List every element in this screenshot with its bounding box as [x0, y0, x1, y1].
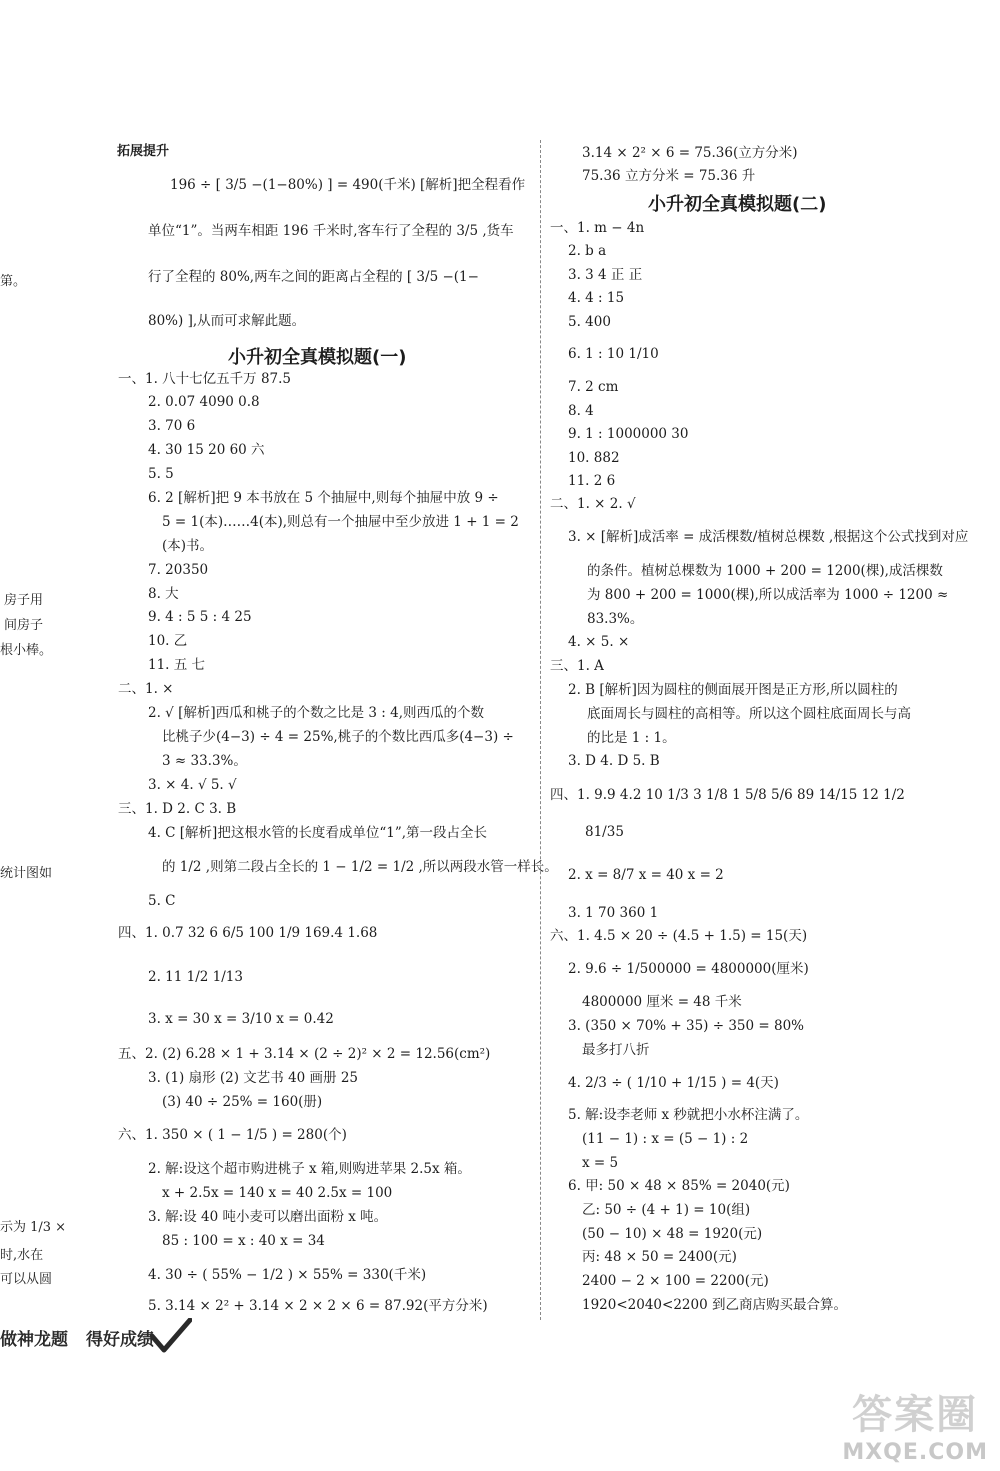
answer-line: 4800000 厘米 = 48 千米 [582, 994, 742, 1010]
answer-line: 六、1. 4.5 × 20 ÷ (4.5 + 1.5) = 15(天) [550, 928, 808, 944]
edge-fragment-4: 根小棒。 [0, 643, 53, 658]
edge-fragment-6: 示为 1/3 × [0, 1220, 67, 1235]
answer-line: 四、1. 9.9 4.2 10 1/3 3 1/8 1 5/8 5/6 89 14/15 12 1/2 [550, 787, 905, 803]
answer-line: 8. 大 [148, 586, 179, 602]
answer-line: 9. 4 : 5 5 : 4 25 [148, 609, 252, 625]
answer-line: 3. x = 30 x = 3/10 x = 0.42 [148, 1011, 334, 1027]
answer-line: 3. × [解析]成活率 = 成活棵数/植树总棵数 ,根据这个公式找到对应 [568, 529, 969, 545]
answer-line: 3. 3 4 正 正 [568, 267, 643, 283]
answer-line: 83.3%。 [587, 611, 644, 627]
edge-fragment-5: 统计图如 [0, 866, 53, 881]
page-title-mock-exam-2: 小升初全真模拟题(二) [648, 194, 827, 215]
answer-line: 7. 2 cm [568, 379, 619, 395]
tz-line-3: 行了全程的 80%,两车之间的距离占全程的 [ 3/5 −(1− [148, 269, 479, 285]
answer-line: 二、1. × [118, 681, 174, 697]
answer-line: 4. 30 15 20 60 六 [148, 442, 265, 458]
footer-slogan-right: 得好成绩 [86, 1330, 154, 1350]
answer-line: 5. 3.14 × 2² + 3.14 × 2 × 2 × 6 = 87.92(平方分米) [148, 1298, 488, 1314]
answer-line: x + 2.5x = 140 x = 40 2.5x = 100 [162, 1185, 393, 1201]
answer-line: 5. 解:设李老师 x 秒就把小水杯注满了。 [568, 1107, 809, 1123]
answer-line: (3) 40 ÷ 25% = 160(册) [162, 1094, 323, 1110]
answer-line: 的 1/2 ,则第二段占全长的 1 − 1/2 = 1/2 ,所以两段水管一样长。 [162, 859, 558, 875]
footer-slogan [0, 1325, 172, 1350]
answer-line: 4. × 5. × [568, 634, 630, 650]
answer-line: 2. 9.6 ÷ 1/500000 = 4800000(厘米) [568, 961, 809, 977]
answer-line: 六、1. 350 × ( 1 − 1/5 ) = 280(个) [118, 1127, 347, 1143]
watermark-url: MXQE.COM [842, 1440, 988, 1465]
answer-line: 2. B [解析]因为圆柱的侧面展开图是正方形,所以圆柱的 [568, 682, 898, 698]
checkmark-icon [150, 1318, 192, 1354]
page-title-mock-exam-1: 小升初全真模拟题(一) [228, 347, 407, 368]
answer-line: 6. 2 [解析]把 9 本书放在 5 个抽屉中,则每个抽屉中放 9 ÷ [148, 490, 499, 506]
answer-line: 底面周长与圆柱的高相等。所以这个圆柱底面周长与高 [587, 706, 911, 722]
answer-line: (本)书。 [162, 538, 214, 554]
answer-line: 丙: 48 × 50 = 2400(元) [582, 1249, 737, 1265]
answer-line: 三、1. A [550, 658, 604, 674]
answer-line: 3. (350 × 70% + 35) ÷ 350 = 80% [568, 1018, 805, 1034]
answer-line: 最多打八折 [582, 1042, 650, 1058]
answer-line: 五、2. (2) 6.28 × 1 + 3.14 × (2 ÷ 2)² × 2 = 12.56(cm²) [118, 1046, 491, 1062]
answer-line: 乙: 50 ÷ (4 + 1) = 10(组) [582, 1202, 751, 1218]
answer-line: 3. D 4. D 5. B [568, 753, 660, 769]
answer-line: 4. 4 : 15 [568, 290, 625, 306]
answer-line: 3.14 × 2² × 6 = 75.36(立方分米) [582, 145, 798, 161]
answer-line: x = 5 [582, 1155, 619, 1171]
answer-line: (50 − 10) × 48 = 1920(元) [582, 1226, 763, 1242]
answer-line: 2. 解:设这个超市购进桃子 x 箱,则购进苹果 2.5x 箱。 [148, 1161, 471, 1177]
answer-line: 2. b a [568, 243, 607, 259]
answer-line: 2. x = 8/7 x = 40 x = 2 [568, 867, 724, 883]
edge-fragment-8: 可以从圆 [0, 1272, 53, 1287]
answer-line: 为 800 + 200 = 1000(棵),所以成活率为 1000 ÷ 1200 ≈ [587, 587, 949, 603]
answer-line: 一、1. 八十七亿五千万 87.5 [118, 371, 292, 387]
answer-line: 5. 400 [568, 314, 611, 330]
tz-line-4: 80%) ],从而可求解此题。 [148, 313, 306, 329]
answer-line: 的比是 1 : 1。 [587, 730, 676, 746]
answer-line: 3. (1) 扇形 (2) 文艺书 40 画册 25 [148, 1070, 359, 1086]
footer-slogan-left: 做神龙题 [0, 1330, 68, 1350]
answer-line: 7. 20350 [148, 562, 209, 578]
answer-line: 81/35 [585, 824, 624, 840]
answer-line: 10. 882 [568, 450, 620, 466]
answer-line: 三、1. D 2. C 3. B [118, 801, 237, 817]
answer-line: 比桃子少(4−3) ÷ 4 = 25%,桃子的个数比西瓜多(4−3) ÷ [162, 729, 514, 745]
answer-line: 4. C [解析]把这根水管的长度看成单位“1”,第一段占全长 [148, 825, 488, 841]
answer-line: 9. 1 : 1000000 30 [568, 426, 689, 442]
answer-line: 3. 1 70 360 1 [568, 905, 659, 921]
answer-line: 1920<2040<2200 到乙商店购买最合算。 [582, 1297, 847, 1313]
answer-line: 2. √ [解析]西瓜和桃子的个数之比是 3 : 4,则西瓜的个数 [148, 705, 484, 721]
answer-line: 4. 2/3 ÷ ( 1/10 + 1/15 ) = 4(天) [568, 1075, 779, 1091]
answer-line: (11 − 1) : x = (5 − 1) : 2 [582, 1131, 749, 1147]
answer-line: 的条件。植树总棵数为 1000 + 200 = 1200(棵),成活棵数 [587, 563, 943, 579]
edge-fragment-7: 时,水在 [0, 1248, 44, 1263]
answer-line: 11. 2 6 [568, 473, 616, 489]
column-divider [540, 140, 541, 1320]
answer-line: 6. 甲: 50 × 48 × 85% = 2040(元) [568, 1178, 790, 1194]
answer-line: 4. 30 ÷ ( 55% − 1/2 ) × 55% = 330(千米) [148, 1267, 427, 1283]
watermark [842, 1383, 988, 1465]
watermark-logo: 答案圈 [852, 1392, 979, 1438]
answer-line: 6. 1 : 10 1/10 [568, 346, 659, 362]
section-heading-tuozhan: 拓展提升 [117, 144, 170, 159]
answer-line: 3. × 4. √ 5. √ [148, 777, 237, 793]
answer-line: 一、1. m − 4n [550, 220, 645, 236]
answer-line: 10. 乙 [148, 633, 188, 649]
answer-line: 8. 4 [568, 403, 594, 419]
edge-fragment-3: 间房子 [4, 618, 44, 633]
answer-line: 3 ≈ 33.3%。 [162, 753, 247, 769]
tz-line-1: 196 ÷ [ 3/5 −(1−80%) ] = 490(千米) [解析]把全程看作 [170, 177, 526, 193]
answer-line: 85 : 100 = x : 40 x = 34 [162, 1233, 325, 1249]
answer-line: 5 = 1(本)……4(本),则总有一个抽屉中至少放进 1 + 1 = 2 [162, 514, 519, 530]
answer-line: 75.36 立方分米 = 75.36 升 [582, 168, 756, 184]
answer-line: 2. 11 1/2 1/13 [148, 969, 243, 985]
answer-line: 四、1. 0.7 32 6 6/5 100 1/9 169.4 1.68 [118, 925, 378, 941]
answer-line: 2400 − 2 × 100 = 2200(元) [582, 1273, 769, 1289]
right-column [545, 0, 1000, 1330]
tz-line-2: 单位“1”。当两车相距 196 千米时,客车行了全程的 3/5 ,货车 [148, 223, 514, 239]
answer-line: 二、1. × 2. √ [550, 496, 636, 512]
answer-line: 5. C [148, 893, 176, 909]
edge-fragment-2: 房子用 [4, 593, 44, 608]
answer-line: 11. 五 七 [148, 657, 206, 673]
answer-line: 3. 70 6 [148, 418, 196, 434]
answer-line: 5. 5 [148, 466, 174, 482]
edge-fragment-1: 第。 [0, 274, 27, 289]
answer-line: 3. 解:设 40 吨小麦可以磨出面粉 x 吨。 [148, 1209, 388, 1225]
answer-line: 2. 0.07 4090 0.8 [148, 394, 260, 410]
